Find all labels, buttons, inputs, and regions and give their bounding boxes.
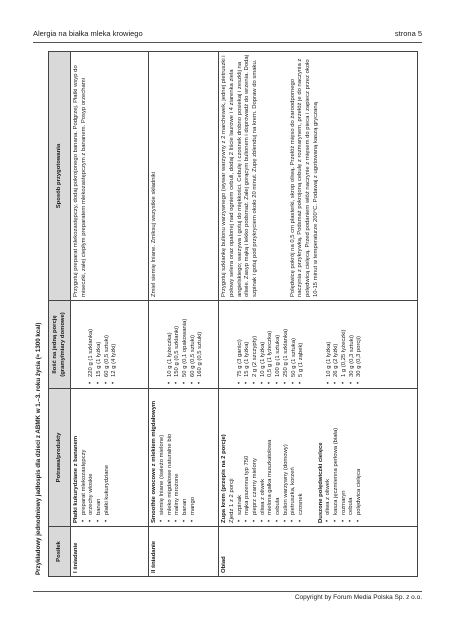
dish-name: Duszone polędwiczki cielęce (317, 442, 324, 523)
menu-table (48, 51, 418, 577)
footer-copyright: Copyright by Forum Media Polska Sp. z o.o. (294, 594, 422, 601)
qty-spacer (318, 304, 326, 385)
qty-item: • 12 g (4 łyżki) (111, 304, 119, 377)
ingredient-list (159, 392, 197, 523)
ingredient-item: • polędwica cielęca (356, 392, 364, 515)
prep-text: Przygotuj preparat mlekozastępczy, dodaj pokrojonego banana. Podgrzej. Płatki wsyp do miseczki, zalej ciepłym preparatem mlekozastępczym z bananem. Posyp orzechami (73, 65, 87, 297)
ingredient-item: • pieprz czarny mielony (252, 392, 260, 515)
table-header-row (49, 52, 71, 577)
dish-block (73, 392, 111, 523)
header-qty: Ilość na jedną porcję (gramy/miary domowe) (49, 301, 71, 389)
ingredient-item: • szpinak (237, 392, 245, 515)
ingredient-item: • mango (190, 392, 198, 515)
qty-item: • 26 g (2 łyżki) (333, 304, 341, 377)
header-title: Alergia na białka mleka krowiego (33, 29, 143, 38)
rotated-content (35, 52, 421, 577)
qty-item: • 250 g (1 szklanka) (283, 304, 291, 377)
ingredient-item: • czosnek (298, 392, 306, 515)
foods-cell (149, 389, 219, 527)
dish-block (318, 392, 364, 523)
qty-block (73, 304, 119, 385)
ingredient-item: • mielona gałka muszkatołowa (267, 392, 275, 515)
qty-item: • 60 g (0,5 sztuki) (190, 304, 198, 377)
meal-name: I śniadanie (71, 527, 149, 577)
ingredient-item: • oliwa z oliwek (325, 392, 333, 515)
qty-spacer (73, 304, 88, 385)
ingredient-item: • orzechy włoskie (88, 392, 96, 515)
qty-item: • 15 g (1 łyżka) (96, 304, 104, 377)
header-divider (33, 42, 422, 43)
qty-item: • 220 g (1 szklanka) (88, 304, 96, 377)
prep-text: Zmiel siemię lniane. Zmiksuj wszystkie składniki (151, 171, 158, 297)
ingredient-list (325, 392, 363, 523)
ingredient-item: • preparat mlekozastępczy (81, 392, 89, 515)
ingredient-item: • cebula (275, 392, 283, 515)
ingredient-list (237, 392, 306, 523)
qty-item: • 5 g (1 ząbek) (298, 304, 306, 377)
qty-item: • 30 g (0,3 porcji) (356, 304, 364, 377)
table-row (219, 52, 418, 577)
ingredient-item: • płatki kukurydziane (104, 392, 112, 515)
prep-cell (219, 52, 418, 301)
qty-item: • 60 g (0,5 sztuki) (104, 304, 112, 377)
dish-block (221, 392, 305, 523)
qty-spacer (151, 304, 166, 385)
qty-item: • 0,5 g (1 łyżeczka) (267, 304, 275, 377)
qty-list (237, 304, 306, 385)
ingredient-item: • mąka pszenna typ 750 (244, 392, 252, 515)
table-row (71, 52, 149, 577)
table-caption: Przykładowy jednodniowy jadłospis dla dzieci z ABMK w 1.–3. roku życia (≈ 1300 kcal) (35, 322, 42, 575)
landscape-page (35, 52, 421, 577)
qty-block (318, 304, 364, 385)
qty-block (151, 304, 205, 385)
qty-item: • 10 g (1 łyżka) (326, 304, 334, 377)
qty-item: • 10 g (1 łyżeczka) (167, 304, 175, 377)
qty-block (221, 304, 305, 385)
meal-name: Obiad (219, 527, 418, 577)
dish-name: Smoothie owocowe z mlekiem migdałowym (151, 400, 158, 523)
qty-item: • 15 g (1 łyżka) (244, 304, 252, 377)
qty-item: • 2 g (2 szczypty) (252, 304, 260, 377)
qty-item: • 160 g (0,5 sztuki) (197, 304, 205, 377)
qty-item: • 75 g (3 garści) (237, 304, 245, 377)
ingredient-item: • banan (182, 392, 190, 515)
ingredient-item: • siemię lniane (świeżo mielone) (159, 392, 167, 515)
ingredient-item: • pietruszka, korzeń (290, 392, 298, 515)
qty-item: • 10 g (1 łyżka) (260, 304, 268, 377)
table-body (71, 52, 418, 577)
qty-list (88, 304, 119, 385)
qty-item: • 30 g (0,3 sztuki) (349, 304, 357, 377)
qty-item: • 150 g (0,5 szklanki) (174, 304, 182, 377)
qty-cell (71, 301, 149, 389)
header-meal: Posiłek (49, 527, 71, 577)
prep-cell (71, 52, 149, 301)
foods-cell (219, 389, 418, 527)
table-row (149, 52, 219, 577)
page-number: strona 5 (394, 29, 422, 38)
ingredient-item: • oliwa z oliwek (260, 392, 268, 515)
header-prep: Sposób przygotowania (49, 52, 71, 301)
qty-item: • 1 g (0,25 łyżeczki) (341, 304, 349, 377)
qty-list (326, 304, 364, 385)
meal-name: II śniadanie (149, 527, 219, 577)
prep-text: Przygotuj szklankę bulionu warzywnego (wywar warzywny z 2 marchewek, jednej pietruszki i połowy selera oraz opalonej nad ogniem cebuli, dodaj 2 liście laurowe i 4 ziarenka ziela angielskiego; warzywa i gotuj do miękkości. Cebulę i czosnek drobno posiekaj i zeszklij na oliwie. Zasyp mąką i lekko podsmaż. Zalej gorącym bulionem i doprowadź do wrzenia. Dodaj szpinak i gotuj pod przykryciem około 20 minut. Zupę zblenduj na krem. Dopraw do smaku. (221, 55, 259, 297)
prep-cell (149, 52, 219, 301)
qty-list (167, 304, 205, 385)
ingredient-item: • kasza jęczmienna perłowa (biała) (333, 392, 341, 515)
qty-item: • 50 g (1 sztuka) (291, 304, 299, 377)
ingredient-list (81, 392, 112, 523)
ingredient-item: • maliny mrożone (174, 392, 182, 515)
qty-cell (219, 301, 418, 389)
qty-spacer (221, 304, 236, 385)
foods-cell (71, 389, 149, 527)
dish-note: Zjedz 1 z 2 porcji (229, 478, 236, 523)
page-header (33, 29, 422, 41)
qty-item: • 50 g (0,1 opakowania) (182, 304, 190, 377)
qty-item: • 100 g (1 sztuka) (275, 304, 283, 377)
dish-name: Zupa krem (przepis na 2 porcje) (221, 434, 228, 523)
header-foods: Potrawa/produkty (49, 389, 71, 527)
qty-cell (149, 301, 219, 389)
ingredient-item: • banan (96, 392, 104, 515)
dish-name: Płatki kukurydziane z bananem (73, 435, 79, 523)
ingredient-item: • cebula (348, 392, 356, 515)
ingredient-item: • bulion warzywny (domowy) (283, 392, 291, 515)
dish-block (151, 392, 197, 523)
prep-text: Polędwicę pokrój na 0,5 cm plasterki, skrop oliwą. Przełóż mięso do żaroodpornego naczynia z przykrywką. Podsmaż pokrojoną cebulę z rozmarynem, przełóż je do naczynia z polędwicą cielęcą. Przed podaniem włóż naczynie z mięsem do pieca i zapiecz przez około 10-15 minut w temperaturze 200°C. Podawaj z ugotowaną kaszą gryczaną (289, 58, 319, 297)
footer-divider (33, 591, 422, 592)
ingredient-item: • mleko migdałowe naturalne bio (167, 392, 175, 515)
ingredient-item: • rozmaryn (341, 392, 349, 515)
